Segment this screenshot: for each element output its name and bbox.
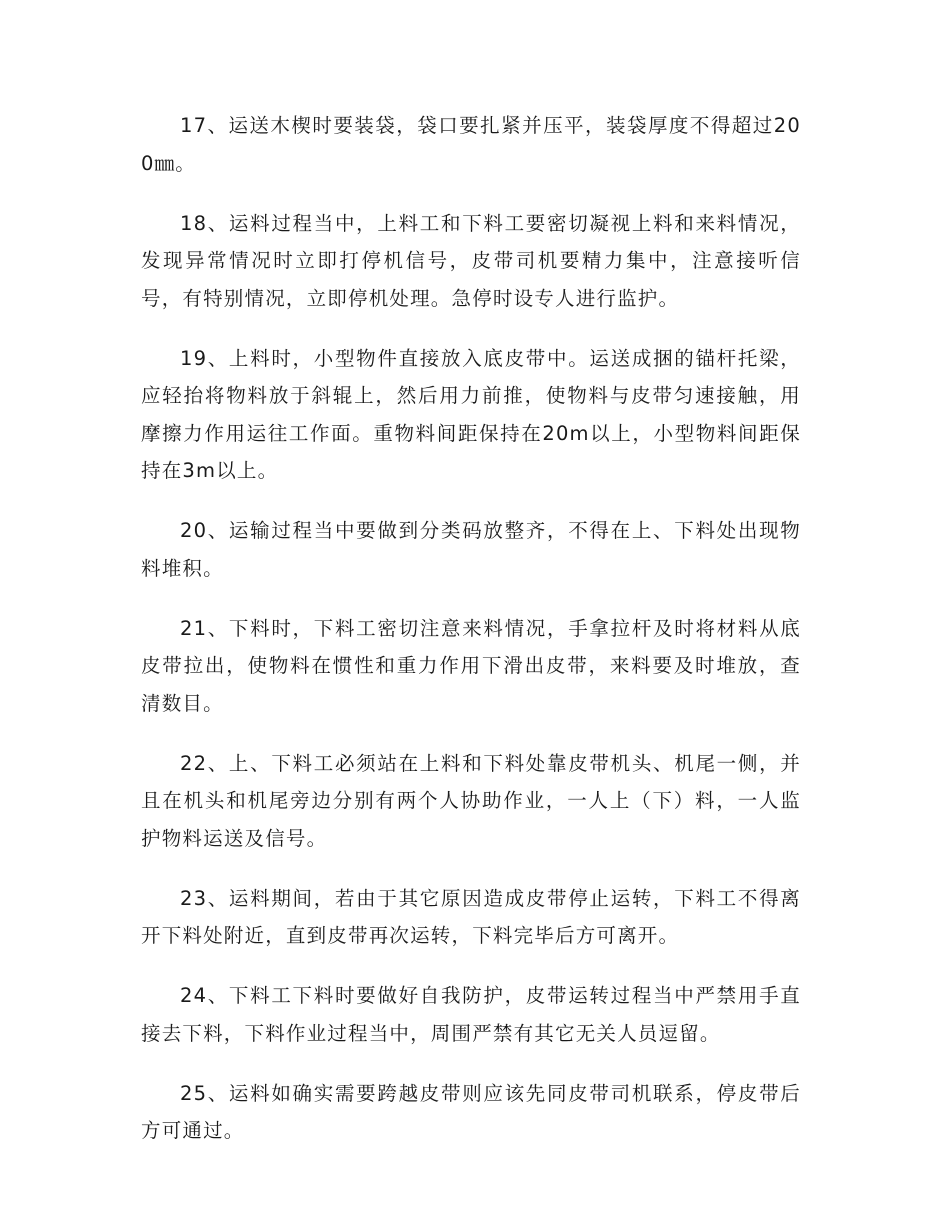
- paragraph-24: 24、下料工下料时要做好自我防护，皮带运转过程当中严禁用手直接去下料，下料作业过程当中，周围严禁有其它无关人员逗留。: [141, 984, 801, 1045]
- paragraph-22: 22、上、下料工必须站在上料和下料处靠皮带机头、机尾一侧，并且在机头和机尾旁边分别有两个人协助作业，一人上（下）料，一人监护物料运送及信号。: [141, 751, 801, 850]
- paragraph-23: 23、运料期间，若由于其它原因造成皮带停止运转，下料工不得离开下料处附近，直到皮带再次运转，下料完毕后方可离开。: [141, 886, 801, 947]
- document-body: [141, 107, 801, 1172]
- paragraph-19: 19、上料时，小型物件直接放入底皮带中。运送成捆的锚杆托梁，应轻抬将物料放于斜辊上，然后用力前推，使物料与皮带匀速接触，用摩擦力作用运往工作面。重物料间距保持在20m以上，小型物料间距保持在3m以上。: [141, 346, 801, 482]
- paragraph-17: 17、运送木楔时要装袋，袋口要扎紧并压平，装袋厚度不得超过200㎜。: [141, 114, 801, 175]
- paragraph-21: 21、下料时，下料工密切注意来料情况，手拿拉杆及时将材料从底皮带拉出，使物料在惯性和重力作用下滑出皮带，来料要及时堆放，查清数目。: [141, 616, 801, 715]
- paragraph-25: 25、运料如确实需要跨越皮带则应该先同皮带司机联系，停皮带后方可通过。: [141, 1081, 801, 1142]
- paragraph-20: 20、运输过程当中要做到分类码放整齐，不得在上、下料处出现物料堆积。: [141, 519, 801, 580]
- paragraph-18: 18、运料过程当中，上料工和下料工要密切凝视上料和来料情况，发现异常情况时立即打停机信号，皮带司机要精力集中，注意接听信号，有特别情况，立即停机处理。急停时设专人进行监护。: [141, 211, 801, 310]
